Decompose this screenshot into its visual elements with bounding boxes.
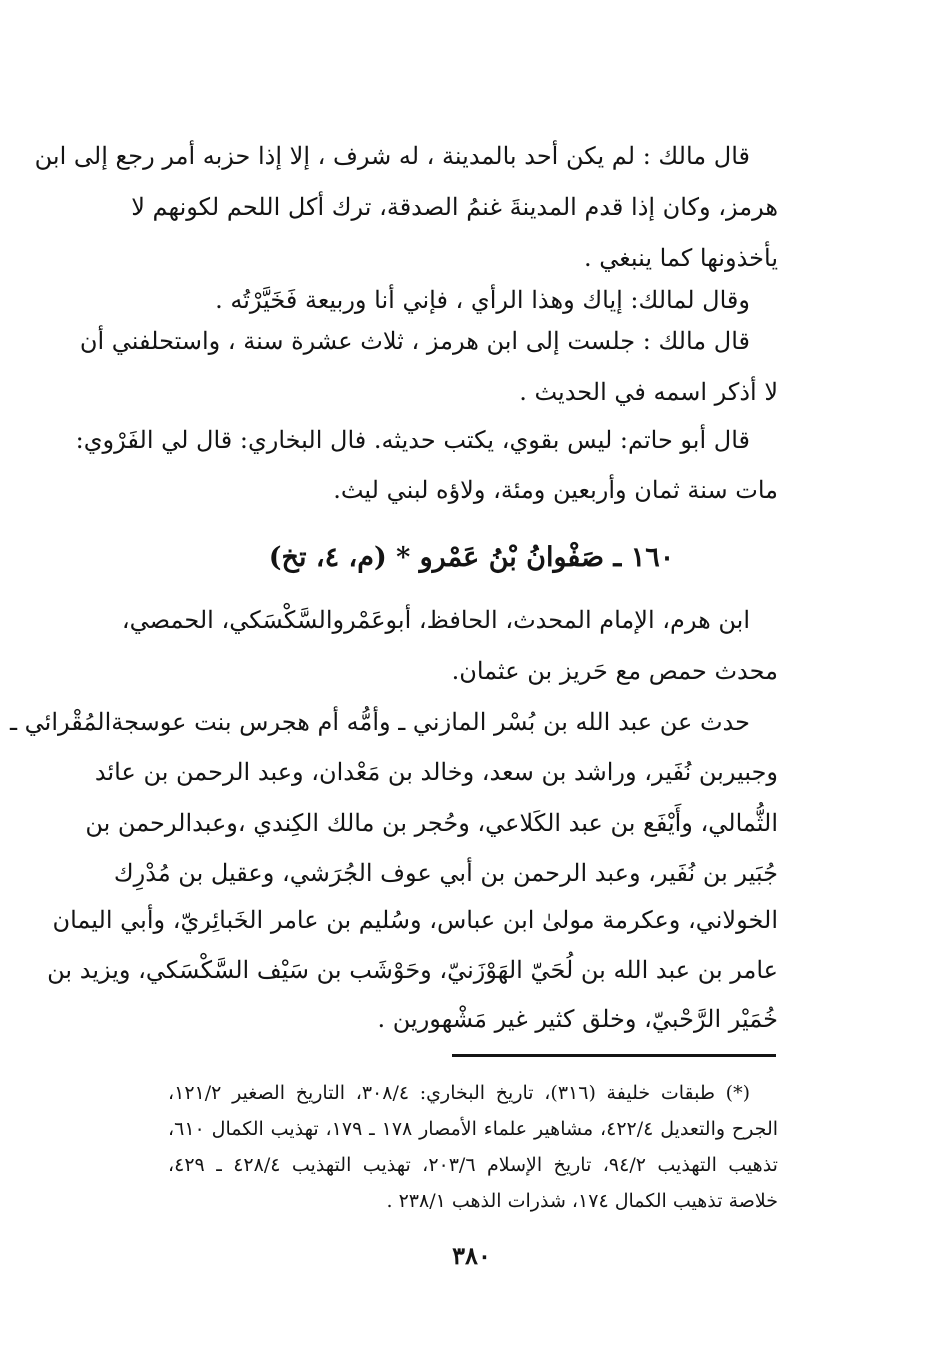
text-line: يأخذونها كما ينبغي . <box>584 244 778 272</box>
text-line: الخولاني، وعكرمة مولىٰ ابن عباس، وسُليم بن عامر الخَبائِريّ، وأبي اليمان <box>52 906 778 934</box>
text-line: وقال لمالك: إياك وهذا الرأي ، فإني أنا وربيعة فَخَيَّرْتُه . <box>215 286 750 314</box>
footnote-divider <box>452 1054 776 1057</box>
text-line: خُمَيْر الرَّحْبيّ، وخلق كثير غير مَشْهورين . <box>377 1005 778 1033</box>
text-line: حدث عن عبد الله بن بُسْر المازني ـ وأمُّه أم هجرس بنت عوسجةالمُقْرائي ـ <box>10 708 750 736</box>
text-line: الثُّمالي، وأَيْفَع بن عبد الكَلاعي، وحُجر بن مالك الكِندي ،وعبدالرحمن بن <box>85 809 778 837</box>
footnote-line: الجرح والتعديل ٤٢٢/٤، مشاهير علماء الأمصار ١٧٨ ـ ١٧٩، تهذيب الكمال ٦١٠، <box>168 1118 779 1140</box>
text-line: جُبَير بن نُفَير، وعبد الرحمن بن أبي عوف الجُرَشي، وعقيل بن مُدْرِك <box>113 859 778 887</box>
text-line: محدث حمص مع حَريز بن عثمان. <box>451 657 778 685</box>
text-line: وجبيربن نُفَير، وراشد بن سعد، وخالد بن مَعْدان، وعبد الرحمن بن عائد <box>94 758 778 786</box>
text-line: قال مالك : جلست إلى ابن هرمز ، ثلاث عشرة سنة ، واستحلفني أن <box>79 327 750 355</box>
page-number: ٣٨٠ <box>452 1241 491 1270</box>
text-line: ابن هرم، الإمام المحدث، الحافظ، أبوعَمْروالسَّكْسَكي، الحمصي، <box>121 606 750 634</box>
entry-heading: ١٦٠ ـ صَفْوانُ بْنُ عَمْرو * (م، ٤، تخ) <box>268 542 675 573</box>
text-line: عامر بن عبد الله بن لُحَيّ الهَوْزَنيّ، وحَوْشَب بن سَيْف السَّكْسَكي، ويزيد بن <box>47 956 778 984</box>
footnote-line: خلاصة تذهيب الكمال ١٧٤، شذرات الذهب ٢٣٨/١ . <box>386 1190 778 1212</box>
text-line: مات سنة ثمان وأربعين ومئة، ولاؤه لبني ليث. <box>333 476 778 504</box>
text-line: قال أبو حاتم: ليس بقوي، يكتب حديثه. فال البخاري: قال لي الفَرْوي: <box>75 426 750 454</box>
footnote-line: (*) طبقات خليفة (٣١٦)، تاريخ البخاري: ٣٠٨/٤، التاريخ الصغير ١٢١/٢، <box>168 1082 750 1104</box>
text-line: قال مالك : لم يكن أحد بالمدينة ، له شرف ، إلا إذا حزبه أمر رجع إلى ابن <box>34 142 750 170</box>
footnote-line: تذهيب التهذيب ٩٤/٢، تاريخ الإسلام ٢٠٣/٦، تهذيب التهذيب ٤٢٨/٤ ـ ٤٢٩، <box>168 1154 778 1176</box>
text-line: لا أذكر اسمه في الحديث . <box>519 378 778 406</box>
text-line: هرمز، وكان إذا قدم المدينةَ غنمُ الصدقة، ترك أكل اللحم لكونهم لا <box>131 193 778 221</box>
